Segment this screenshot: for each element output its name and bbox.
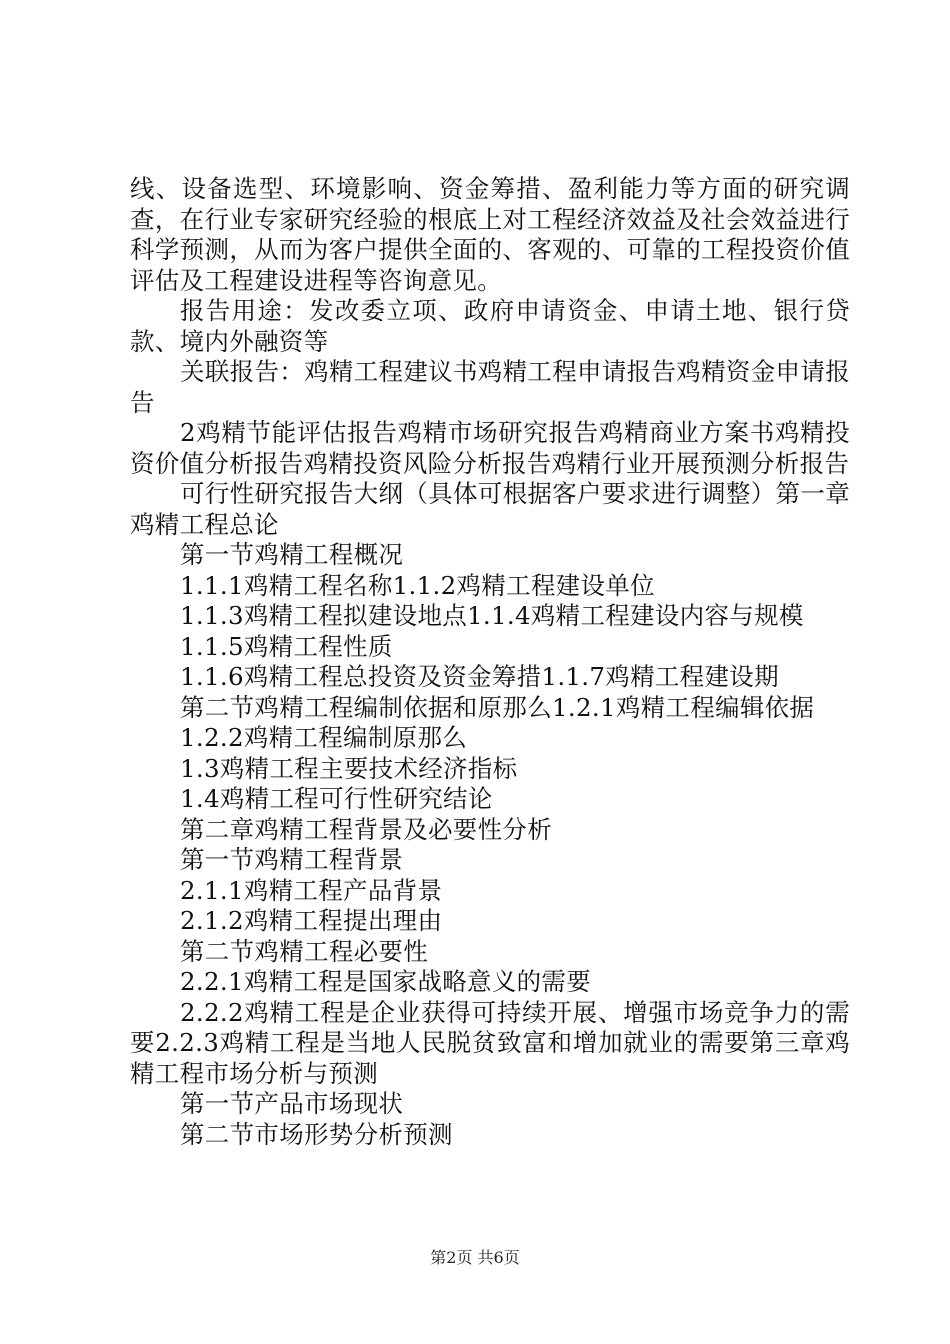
section-heading: 第一节产品市场现状 <box>180 1089 404 1118</box>
outline-item: 1.4鸡精工程可行性研究结论 <box>180 784 493 813</box>
outline-item: 2.2.2鸡精工程是企业获得可持续开展、增强市场竞争力的需要2.2.3鸡精工程是当地人民脱贫致富和增加就业的需要第三章鸡精工程市场分析与预测 <box>130 997 850 1088</box>
section-heading: 第二节市场形势分析预测 <box>180 1119 453 1149</box>
outline-item: 2.1.2鸡精工程提出理由 <box>180 906 443 935</box>
paragraph: 可行性研究报告大纲（具体可根据客户要求进行调整）第一章鸡精工程总论 <box>130 479 850 539</box>
outline-item: 1.1.1鸡精工程名称1.1.2鸡精工程建设单位 <box>180 570 655 600</box>
paragraph: 报告用途：发改委立项、政府申请资金、申请土地、银行贷款、境内外融资等 <box>130 296 850 356</box>
section-heading: 第一节鸡精工程背景 <box>180 845 404 874</box>
section-heading: 第二节鸡精工程编制依据和原那么1.2.1鸡精工程编辑依据 <box>180 692 815 722</box>
paragraph: 关联报告：鸡精工程建议书鸡精工程申请报告鸡精资金申请报告 <box>130 357 850 417</box>
outline-item: 1.3鸡精工程主要技术经济指标 <box>180 753 518 783</box>
outline-item: 2.2.1鸡精工程是国家战略意义的需要 <box>180 967 592 996</box>
page-footer <box>0 1245 950 1268</box>
paragraph: 2鸡精节能评估报告鸡精市场研究报告鸡精商业方案书鸡精投资价值分析报告鸡精投资风险分析报告鸡精行业开展预测分析报告 <box>130 418 850 478</box>
paragraph: 线、设备选型、环境影响、资金筹措、盈利能力等方面的研究调查，在行业专家研究经验的根底上对工程经济效益及社会效益进行科学预测，从而为客户提供全面的、客观的、可靠的工程投资价值评估及工程建设进程等咨询意见。 <box>130 174 850 295</box>
outline-item: 2.1.1鸡精工程产品背景 <box>180 875 443 905</box>
section-heading: 第一节鸡精工程概况 <box>180 540 404 569</box>
outline-item: 1.2.2鸡精工程编制原那么 <box>180 723 468 752</box>
page-number: 第2页 共6页 <box>430 1248 520 1267</box>
chapter-heading: 第二章鸡精工程背景及必要性分析 <box>180 814 552 844</box>
outline-item: 1.1.6鸡精工程总投资及资金筹措1.1.7鸡精工程建设期 <box>180 662 779 691</box>
section-heading: 第二节鸡精工程必要性 <box>180 936 428 966</box>
outline-item: 1.1.3鸡精工程拟建设地点1.1.4鸡精工程建设内容与规模 <box>180 601 804 630</box>
document-body <box>130 174 850 1150</box>
outline-item: 1.1.5鸡精工程性质 <box>180 631 393 661</box>
